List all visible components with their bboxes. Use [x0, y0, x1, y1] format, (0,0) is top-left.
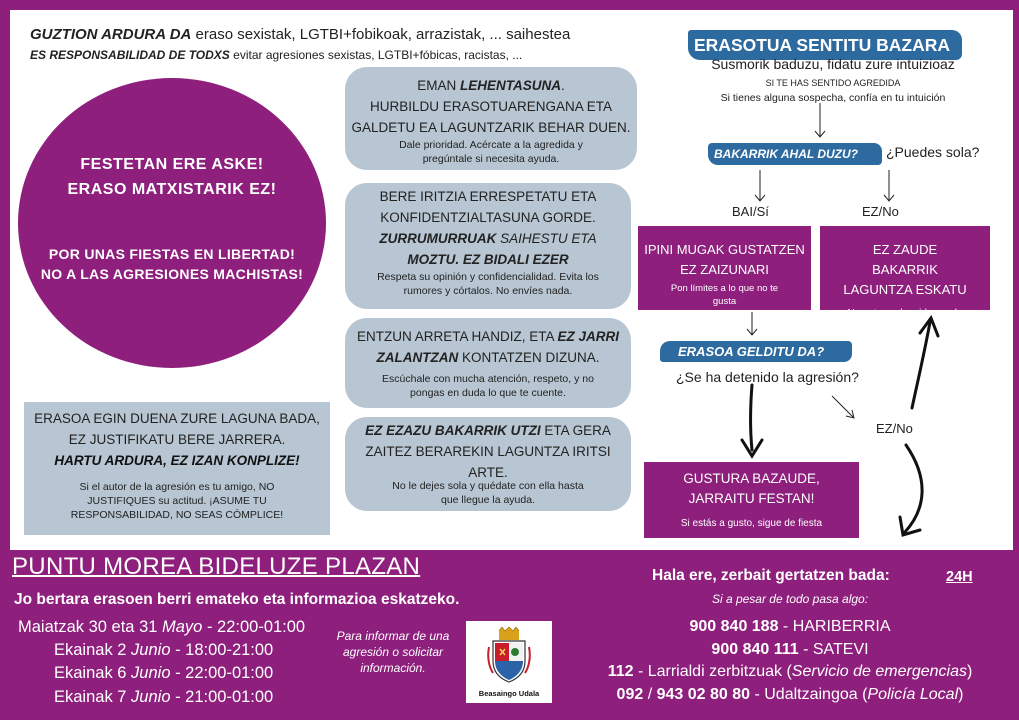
header-line-eu: GUZTION ARDURA DA eraso sexistak, LGTBI+fobikoak, arrazistak, ... saihestea: [30, 26, 571, 43]
flow-question-stopped-banner: ERASOA GELDITU DA?: [660, 341, 852, 362]
coat-of-arms-icon: [487, 627, 531, 683]
friend-small: Si el autor de la agresión es tu amigo, NO JUSTIFIQUES su actitud. ¡ASUME TU RESPONSABILIDAD, NO SEAS CÓMPLICE!: [70, 481, 284, 521]
footer-title: PUNTU MOREA BIDELUZE PLAZAN: [12, 553, 421, 580]
arrow-to-party-icon: [751, 385, 753, 450]
flow-title-banner: ERASOTUA SENTITU BAZARA: [688, 30, 962, 60]
friend-line-2: EZ JUSTIFIKATU BERE JARRERA.: [68, 432, 286, 447]
town-logo: [466, 621, 552, 703]
advice-pill-stay: EZ EZAZU BAKARRIK UTZI ETA GERA ZAITEZ BERAREKIN LAGUNTZA IRITSI ARTE. No le dejes sola y quédate con ella hasta que llegue la ayuda.: [345, 417, 631, 511]
logo-label: Beasaingo Udala: [478, 689, 540, 698]
slogan-eu-1: FESTETAN ERE ASKE!: [80, 156, 264, 173]
footer-subtitle: Jo bertara erasoen berri emateko eta informazioa eskatzeko.: [14, 591, 460, 608]
schedule-row: Ekainak 7 Junio - 21:00-01:00: [54, 688, 274, 706]
flow-no-label: EZ/No: [862, 204, 899, 219]
phone-row: 900 840 111 - SATEVI: [711, 641, 869, 658]
badge-24h: 24H: [946, 569, 973, 585]
flow-intuition-es: Si tienes alguna sospecha, confía en tu intuición: [720, 92, 946, 104]
footer-info-es: Para informar de una agresión o solicitar información.: [336, 629, 450, 675]
flow-intuition-eu: Susmorik baduzu, fidatu zure intuizioaz: [711, 56, 955, 72]
flow-no-label-2: EZ/No: [876, 421, 913, 436]
advice-pill-listen: ENTZUN ARRETA HANDIZ, ETA EZ JARRI ZALANTZAN KONTATZEN DIZUNA. Escúchale con mucha atención, respeto, y no pongas en duda lo que te cuente.: [345, 318, 631, 408]
flow-box-help: EZ ZAUDE BAKARRIK LAGUNTZA ESKATU No estas sola, pide ayuda: [820, 226, 990, 310]
schedule-row: Maiatzak 30 eta 31 Mayo - 22:00-01:00: [18, 618, 306, 636]
friend-line-3: HARTU ARDURA, EZ IZAN KONPLIZE!: [54, 453, 300, 468]
flow-box-party: GUSTURA BAZAUDE, JARRAITU FESTAN! Si estás a gusto, sigue de fiesta: [644, 462, 859, 538]
flow-agredida-es: SI TE HAS SENTIDO AGREDIDA: [765, 78, 901, 88]
advice-pill-respect: BERE IRITZIA ERRESPETATU ETA KONFIDENTZIALTASUNA GORDE. ZURRUMURRUAK SAIHESTU ETA MOZTU. EZ BIDALI EZER Respeta su opinión y confidencialidad. Evita los rumores y córtalos. No envíes nada.: [345, 183, 631, 309]
flow-box-limits: IPINI MUGAK GUSTATZEN EZ ZAIZUNARI Pon límites a lo que no te gusta: [638, 226, 811, 310]
arrow-up-help-icon: [912, 322, 930, 408]
slogan-eu-2: ERASO MATXISTARIK EZ!: [67, 181, 277, 198]
footer-emergency-es: Si a pesar de todo pasa algo:: [711, 592, 869, 606]
advice-pill-priority: EMAN LEHENTASUNA. HURBILDU ERASOTUARENGANA ETA GALDETU EA LAGUNTZARIK BEHAR DUEN. Dale prioridad. Acércate a la agredida y pregúntale si necesita ayuda.: [345, 67, 637, 170]
header-line-es: ES RESPONSABILIDAD DE TODXS evitar agresiones sexistas, LGTBI+fóbicas, racistas, ...: [30, 48, 523, 62]
phone-row: 092 / 943 02 80 80 - Udaltzaingoa (Policía Local): [616, 686, 964, 703]
flow-question-stopped-es: ¿Se ha detenido la agresión?: [676, 369, 859, 385]
friend-line-1: ERASOA EGIN DUENA ZURE LAGUNA BADA,: [34, 411, 320, 426]
flow-yes-label: BAI/Sí: [732, 204, 769, 219]
phone-row: 900 840 188 - HARIBERRIA: [689, 618, 891, 635]
schedule-row: Ekainak 2 Junio - 18:00-21:00: [54, 641, 274, 659]
arrow-curve-down-icon: [905, 445, 922, 532]
slogan-es-1: POR UNAS FIESTAS EN LIBERTAD!: [48, 246, 296, 262]
arrow-no-2-icon: [832, 396, 853, 417]
slogan-es-2: NO A LAS AGRESIONES MACHISTAS!: [40, 266, 304, 282]
footer-emergency-title: Hala ere, zerbait gertatzen bada:: [652, 567, 890, 584]
schedule-row: Ekainak 6 Junio - 22:00-01:00: [54, 664, 274, 682]
flow-question-alone-banner: BAKARRIK AHAL DUZU?: [708, 143, 882, 165]
flow-question-alone-es: ¿Puedes sola?: [886, 144, 980, 160]
phone-row: 112 - Larrialdi zerbitzuak (Servicio de emergencias): [607, 663, 973, 680]
